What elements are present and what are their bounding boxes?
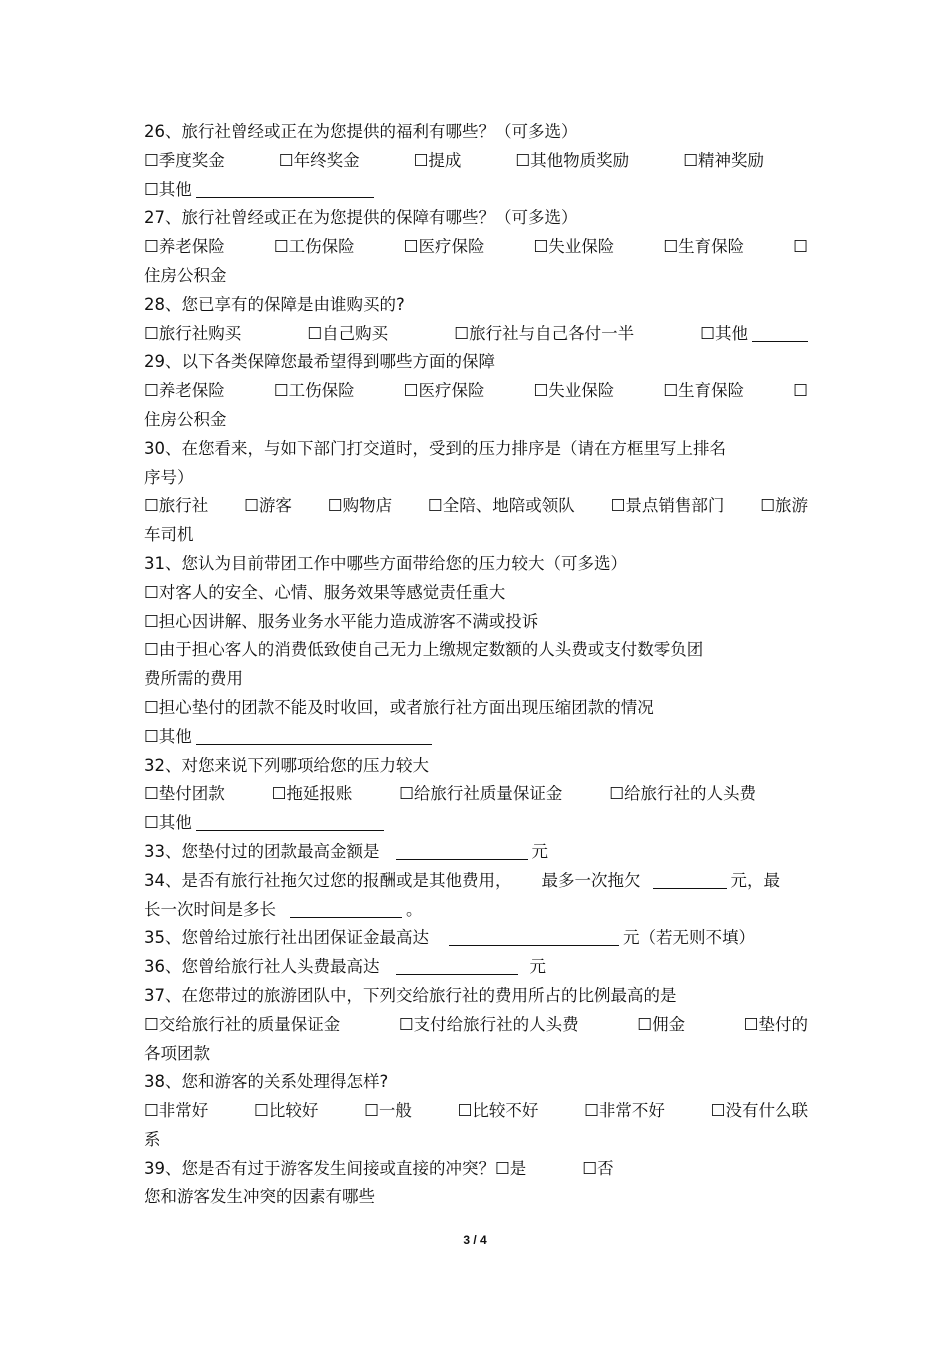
question-38-wrap: 系 [144,1129,161,1149]
option[interactable]: ☐给旅行社的人头费 [609,784,756,804]
option[interactable]: ☐医疗保险 [403,381,485,401]
option[interactable]: ☐精神奖励 [683,150,764,170]
question-29-options [144,377,808,406]
question-26-options [144,147,764,176]
option[interactable]: ☐生育保险 [663,381,745,401]
question-27-wrap: 住房公积金 [144,265,227,285]
unit: 元，最 [730,870,780,890]
option-other[interactable]: ☐其他 [144,179,192,199]
option[interactable]: ☐没有什么联 [710,1101,808,1121]
punct: 。 [406,899,423,919]
option[interactable]: ☐养老保险 [144,237,225,257]
fill-blank[interactable] [196,179,374,198]
question-33-title: 33、您垫付过的团款最高金额是 [144,841,380,861]
page-number: 3 / 4 [463,1233,487,1247]
question-32-title: 32、对您来说下列哪项给您的压力较大 [144,755,429,775]
unit: 元（若无则不填） [623,928,755,948]
option[interactable]: ☐担心因讲解、服务业务水平能力造成游客不满或投诉 [144,611,539,631]
fill-blank[interactable] [396,841,528,860]
question-34-title: 34、是否有旅行社拖欠过您的报酬或是其他费用， [144,870,512,890]
option[interactable]: ☐失业保险 [533,237,615,257]
option[interactable]: ☐季度奖金 [144,150,225,170]
question-30-title-wrap: 序号） [144,467,194,487]
option[interactable]: ☐一般 [364,1101,412,1121]
fill-blank[interactable] [449,927,619,946]
option[interactable]: ☐工伤保险 [273,237,355,257]
fill-blank[interactable] [653,870,727,889]
option-wrap: 费所需的费用 [144,669,243,689]
question-29-title: 29、以下各类保障您最希望得到哪些方面的保障 [144,352,495,372]
question-39-title: 39、您是否有过于游客发生间接或直接的冲突？ [144,1158,495,1178]
question-37-options [144,1011,808,1040]
option[interactable]: ☐支付给旅行社的人头费 [398,1014,579,1034]
unit: 元 [531,841,548,861]
option[interactable]: ☐生育保险 [663,237,745,257]
question-29-wrap: 住房公积金 [144,409,227,429]
option[interactable]: ☐旅游 [760,496,808,516]
option[interactable]: ☐购物店 [327,496,393,516]
option[interactable]: ☐比较不好 [457,1101,539,1121]
option[interactable]: ☐自己购买 [307,323,389,343]
option[interactable]: ☐佣金 [637,1014,686,1034]
question-28-options [144,320,808,349]
option[interactable]: ☐非常好 [144,1101,209,1121]
option[interactable]: ☐比较好 [254,1101,319,1121]
question-27-title: 27、旅行社曾经或正在为您提供的保障有哪些？（可多选） [144,208,578,228]
option[interactable]: ☐非常不好 [584,1101,665,1121]
option-other[interactable]: ☐其他 [144,726,192,746]
question-32-options [144,780,756,809]
fill-blank[interactable] [290,899,402,918]
option[interactable]: ☐由于担心客人的消费低致使自己无力上缴规定数额的人头费或支付数零负团 [144,640,704,660]
fill-blank[interactable] [752,323,808,342]
option[interactable]: ☐担心垫付的团款不能及时收回，或者旅行社方面出现压缩团款的情况 [144,697,654,717]
question-34-mid: 最多一次拖欠 [541,870,641,890]
option-no[interactable]: ☐否 [582,1158,614,1178]
option[interactable]: ☐垫付团款 [144,784,225,804]
option-other-wrap [700,320,808,349]
option-yes[interactable]: ☐是 [495,1158,527,1178]
option[interactable]: ☐年终奖金 [278,150,360,170]
option[interactable]: ☐给旅行社质量保证金 [399,784,563,804]
question-27-options [144,233,808,262]
option[interactable]: ☐全陪、地陪或领队 [427,496,575,516]
option[interactable]: ☐垫付的 [743,1014,808,1034]
option[interactable]: ☐旅行社购买 [144,323,242,343]
option[interactable]: ☐旅行社 [144,496,209,516]
question-30-wrap: 车司机 [144,525,194,545]
question-30-title: 30、在您看来，与如下部门打交道时，受到的压力排序是（请在方框里写上排名 [144,438,726,458]
question-37-title: 37、在您带过的旅游团队中，下列交给旅行社的费用所占的比例最高的是 [144,985,677,1005]
question-26-title: 26、旅行社曾经或正在为您提供的福利有哪些？（可多选） [144,122,578,141]
question-31-other [144,723,808,752]
option[interactable]: ☐旅行社与自己各付一半 [454,323,635,343]
option[interactable]: ☐ [793,381,808,401]
question-34-wrap-line [144,896,808,925]
fill-blank[interactable] [196,812,384,831]
question-30-options [144,492,808,521]
option[interactable]: ☐提成 [413,150,462,170]
question-28-title: 28、您已享有的保障是由谁购买的? [144,294,405,314]
question-38-options [144,1097,808,1126]
unit: 元 [529,957,546,977]
question-26-other [144,176,808,205]
fill-blank[interactable] [196,726,432,745]
question-35-title: 35、您曾给过旅行社出团保证金最高达 [144,928,429,948]
option[interactable]: ☐其他 [700,323,748,343]
question-32-other [144,809,808,838]
question-38-title: 38、您和游客的关系处理得怎样? [144,1072,389,1092]
option[interactable]: ☐拖延报账 [271,784,353,804]
question-31-title: 31、您认为目前带团工作中哪些方面带给您的压力较大（可多选） [144,553,627,573]
question-36-title: 36、您曾给旅行社人头费最高达 [144,957,380,977]
question-34 [144,867,808,896]
option[interactable]: ☐景点销售部门 [610,496,725,516]
option[interactable]: ☐医疗保险 [403,237,485,257]
questionnaire [144,118,808,1212]
option[interactable]: ☐养老保险 [144,381,225,401]
question-33 [144,838,808,867]
option-other[interactable]: ☐其他 [144,813,192,833]
option[interactable]: ☐ [793,237,808,257]
question-39-follow: 您和游客发生冲突的因素有哪些 [144,1187,375,1207]
fill-blank[interactable] [396,956,518,975]
option[interactable]: ☐工伤保险 [273,381,355,401]
question-39 [144,1155,808,1184]
question-37-wrap: 各项团款 [144,1043,210,1063]
question-35 [144,924,808,953]
question-34-wrap: 长一次时间是多长 [144,899,276,919]
option[interactable]: ☐失业保险 [533,381,615,401]
option[interactable]: ☐对客人的安全、心情、服务效果等感觉责任重大 [144,582,506,602]
option[interactable]: ☐其他物质奖励 [515,150,630,170]
option[interactable]: ☐游客 [244,496,292,516]
question-36 [144,953,808,982]
option[interactable]: ☐交给旅行社的质量保证金 [144,1014,341,1034]
